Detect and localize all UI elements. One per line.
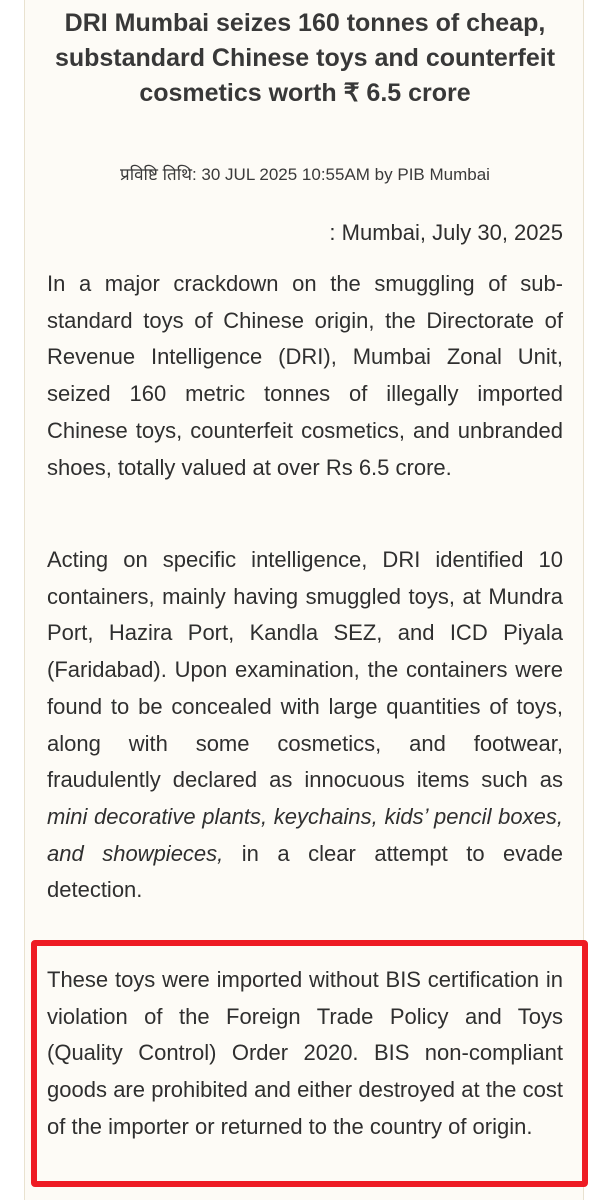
article-title: DRI Mumbai seizes 160 tonnes of cheap, substandard Chinese toys and counterfeit cosmetics worth ₹ 6.5 crore [54, 9, 556, 107]
paragraph-2-end: in a clear attempt to evade detection. [47, 840, 563, 903]
dateline: : Mumbai, July 30, 2025 [329, 220, 563, 245]
red-highlight-box [31, 940, 588, 1187]
paragraph-2-start: Acting on specific intelligence, DRI identified 10 containers, mainly having smuggled toys, at Mundra Port, Hazira Port, Kandla SEZ, and ICD Piyala (Faridabad). Upon examination, the containers were found to be concealed with large quantities of toys, along with some cosmetics, and footwear, fraudulently declared as innocuous items such as [47, 547, 563, 793]
paragraph-2 [47, 542, 563, 909]
paragraph-3-highlighted: These toys were imported without BIS certification in violation of the Foreign Trade Policy and Toys (Quality Control) Order 2020. BIS non-compliant goods are prohibited and either destroyed at the cost of the importer or returned to the country of origin. [47, 967, 563, 1139]
paragraph-2-italic: mini decorative plants, keychains, kids’ pencil boxes, and showpieces, [47, 803, 563, 866]
posted-on-line: प्रविष्टि तिथि: 30 JUL 2025 10:55AM by PIB Mumbai [120, 165, 490, 184]
paragraph-1: In a major crackdown on the smuggling of sub-standard toys of Chinese origin, the Directorate of Revenue Intelligence (DRI), Mumbai Zonal Unit, seized 160 metric tonnes of illegally imported Chinese toys, counterfeit cosmetics, and unbranded shoes, totally valued at over Rs 6.5 crore. [47, 271, 563, 480]
